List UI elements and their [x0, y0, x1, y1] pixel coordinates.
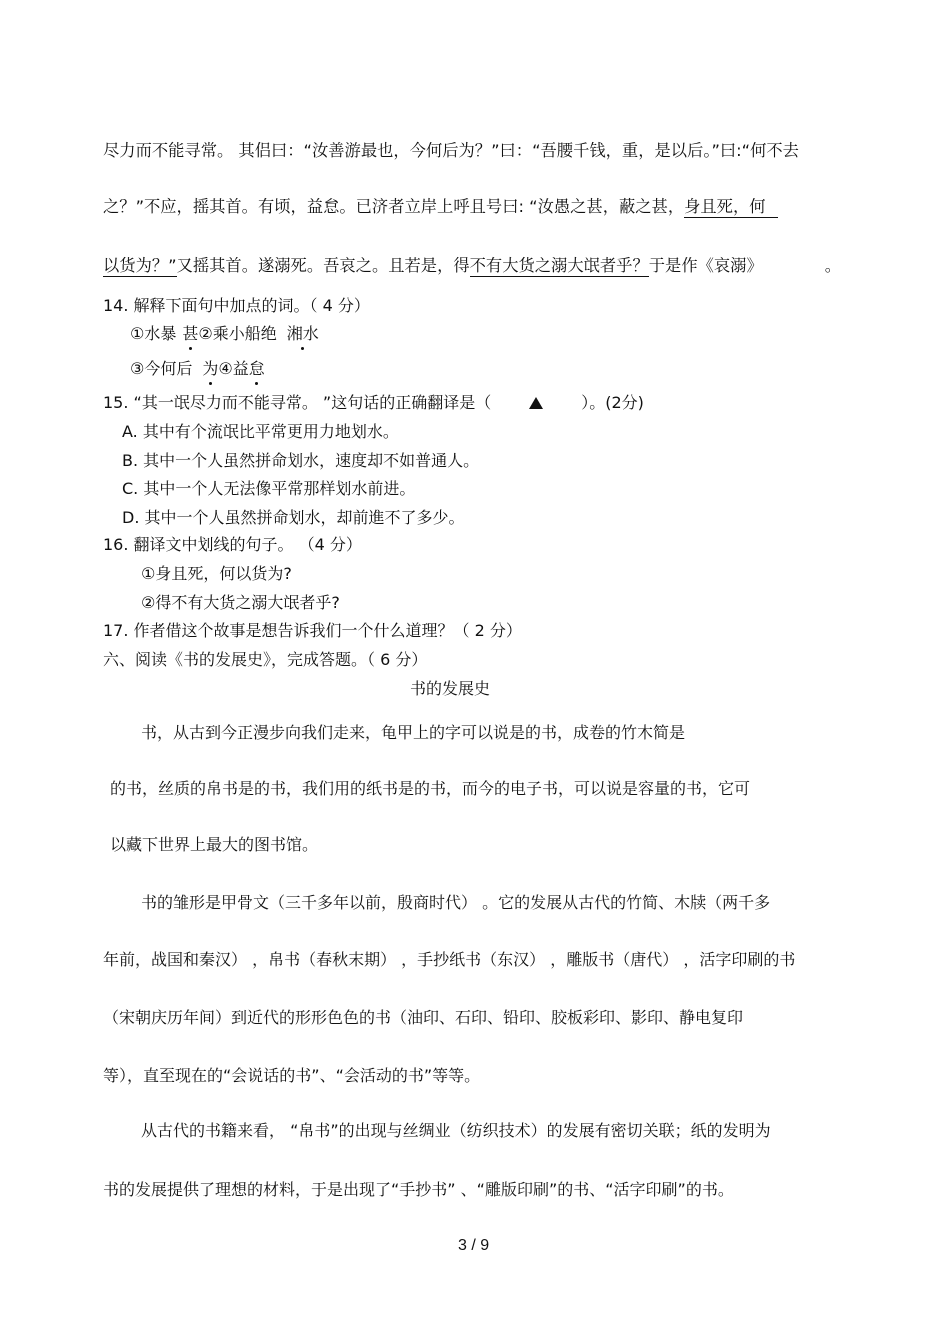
passage-text: 又摇其首。遂溺死。吾哀之。且若是，得 — [176, 256, 470, 275]
underlined-sentence: 不有大货之溺大氓者乎？ — [469, 256, 649, 275]
article-line: 等），直至现在的“会说话的书”、“会活动的书”等等。 — [103, 1066, 481, 1085]
article-title: 书的发展史 — [410, 679, 491, 698]
q14-text: ③今何后 — [130, 359, 193, 378]
article-line: 书的发展提供了理想的材料，于是出现了“手抄书” 、“雕版印刷”的书、“活字印刷”的书。 — [103, 1180, 734, 1199]
question-14-row-1 — [130, 324, 319, 344]
question-16-head: 16. 翻译文中划线的句子。 （4 分） — [103, 535, 362, 554]
section-6-head: 六、阅读《书的发展史》，完成答题。（ 6 分） — [103, 650, 428, 669]
passage-line-1: 尽力而不能寻常。 其侣曰：“汝善游最也，今何后为？”曰：“吾腰千钱，重，是以后。”曰:“何不去 — [103, 141, 799, 160]
passage-text: 之？”不应，摇其首。有顷，益怠。已济者立岸上呼且号曰: “汝愚之甚，蔽之甚， — [103, 197, 685, 216]
dotted-word: 湘水 — [286, 324, 319, 343]
passage-line-3 — [103, 256, 841, 276]
option-a: A. 其中有个流氓比平常更用力地划水。 — [122, 422, 399, 441]
passage-line-2 — [103, 197, 778, 217]
dotted-word: 甚 — [182, 324, 199, 343]
article-line: 从古代的书籍来看， “帛书”的出现与丝绸业（纺织技术）的发展有密切关联；纸的发明为 — [141, 1121, 771, 1140]
page-number: 3 / 9 — [458, 1237, 490, 1254]
option-b: B. 其中一个人虽然拼命划水，速度却不如普通人。 — [122, 451, 480, 470]
underlined-sentence: 身且死，何 — [684, 197, 777, 218]
q14-text: ①水暴 — [130, 324, 177, 343]
question-15-head — [103, 393, 644, 413]
question-16-item-1: ①身且死，何以货为? — [141, 564, 292, 583]
article-line: 以藏下世界上最大的图书馆。 — [110, 835, 319, 854]
article-line: 书的雏形是甲骨文（三千多年以前，殷商时代） 。它的发展从古代的竹简、木牍（两千多 — [141, 893, 771, 912]
dotted-word: 为 — [202, 359, 219, 378]
option-c: C. 其中一个人无法像平常那样划水前进。 — [122, 479, 416, 498]
article-line: 的书，丝质的帛书是的书，我们用的纸书是的书，而今的电子书，可以说是容量的书，它可 — [110, 779, 751, 798]
question-14-head: 14. 解释下面句中加点的词。（ 4 分） — [103, 296, 370, 315]
passage-text: 于是作《哀溺》 — [648, 256, 763, 275]
q15-text: ）。(2分) — [581, 393, 644, 412]
question-17: 17. 作者借这个故事是想告诉我们一个什么道理？（ 2 分） — [103, 621, 522, 640]
passage-text: 。 — [824, 256, 842, 275]
option-d: D. 其中一个人虽然拼命划水，却前進不了多少。 — [122, 508, 465, 527]
question-14-row-2 — [130, 359, 265, 379]
article-line: 年前，战国和秦汉） ，帛书（春秋末期） ，手抄纸书（东汉） ，雕版书（唐代） ，活字印刷的书 — [103, 950, 796, 969]
question-16-item-2: ②得不有大货之溺大氓者乎? — [141, 593, 340, 612]
q14-text: ②乘小船绝 — [198, 324, 277, 343]
article-line: （宋朝庆历年间）到近代的形形色色的书（油印、石印、铅印、胶板彩印、影印、静电复印 — [103, 1008, 744, 1027]
underlined-sentence: 以货为？” — [103, 256, 177, 275]
dotted-word: 怠 — [248, 359, 265, 378]
article-line: 书，从古到今正漫步向我们走来，龟甲上的字可以说是的书，成卷的竹木简是 — [141, 723, 686, 742]
q14-text: ④益 — [218, 359, 249, 378]
triangle-icon — [529, 397, 543, 409]
q15-text: 15. “其一氓尽力而不能寻常。 ”这句话的正确翻译是（ — [103, 393, 492, 412]
